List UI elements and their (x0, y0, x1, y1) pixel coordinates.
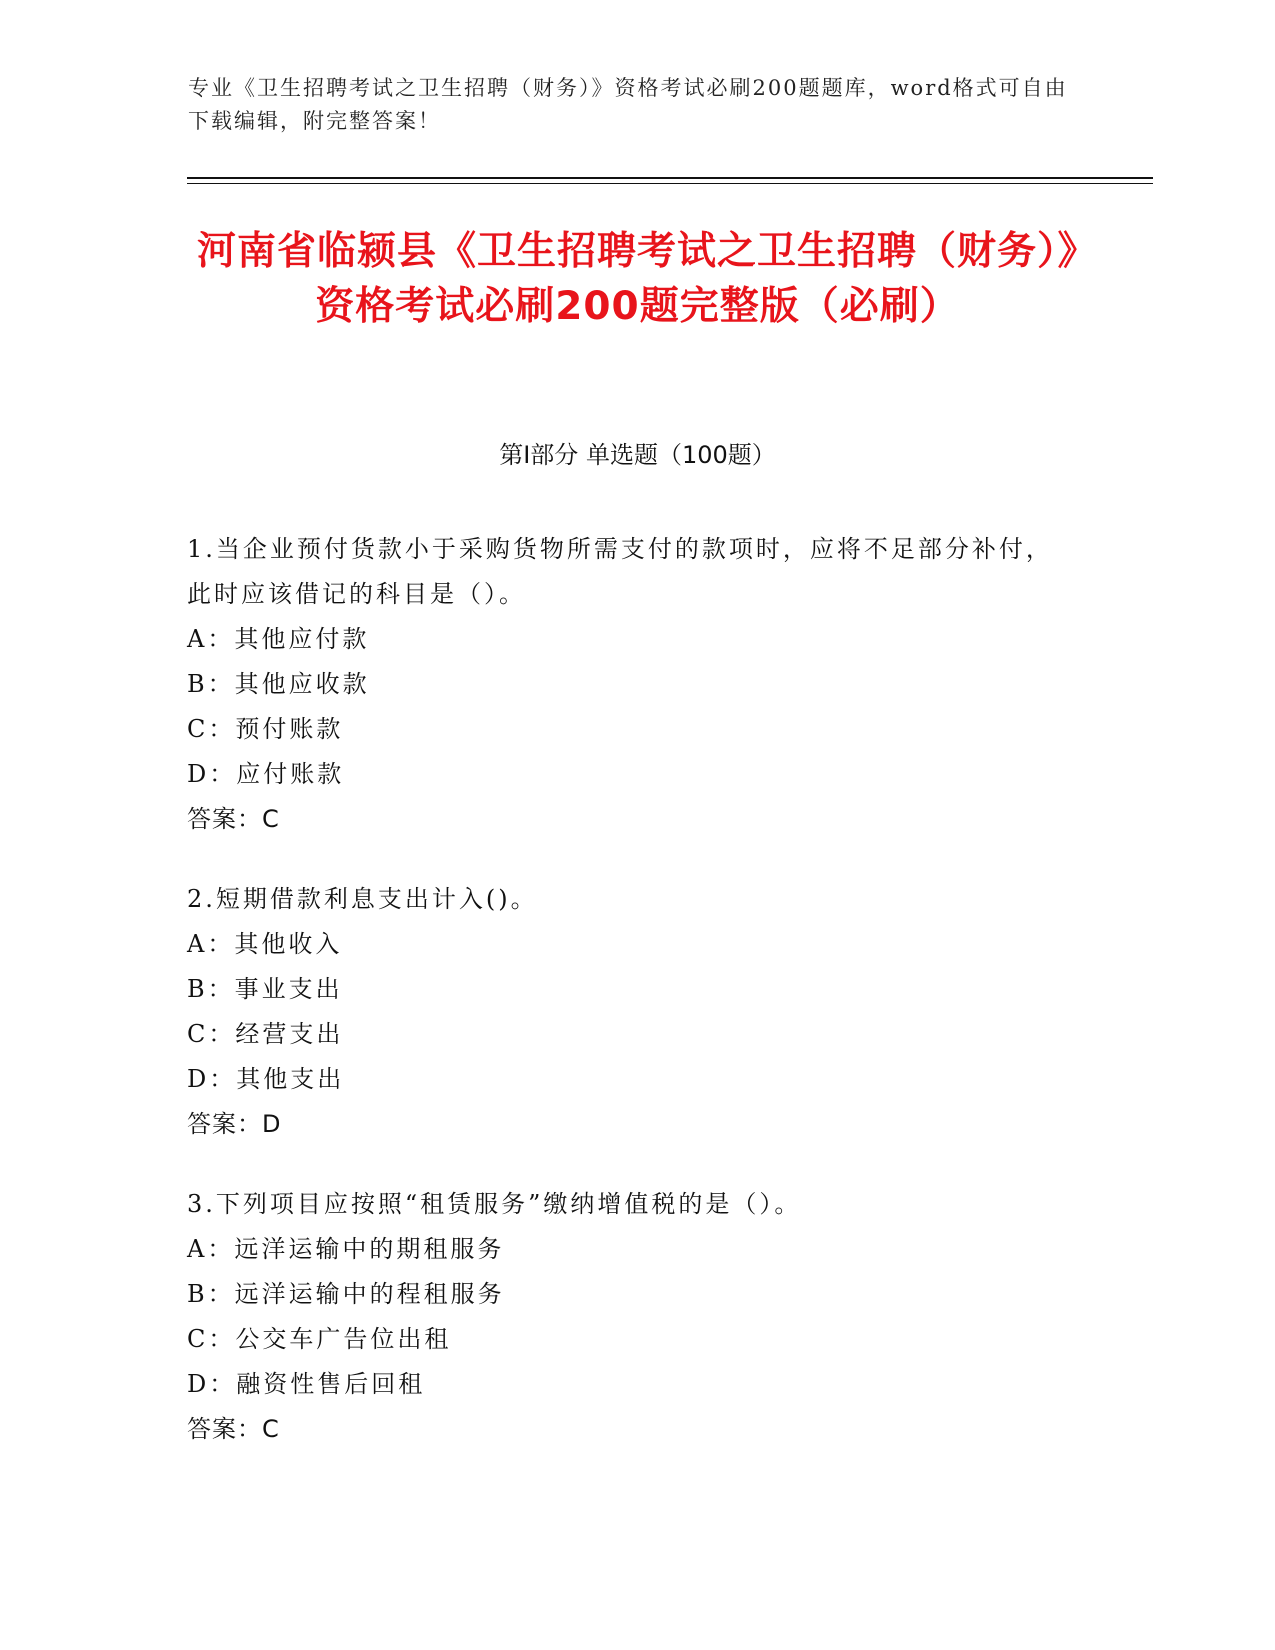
option-b: B：事业支出 (187, 975, 343, 1003)
option-b: B：远洋运输中的程租服务 (187, 1280, 505, 1308)
header-divider-thick (187, 177, 1153, 179)
option-d: D：融资性售后回租 (187, 1370, 426, 1398)
answer: 答案：D (187, 1110, 282, 1138)
question-list (187, 527, 1067, 1487)
question-2 (187, 877, 1067, 1147)
option-c: C：公交车广告位出租 (187, 1325, 452, 1353)
option-c: C：预付账款 (187, 715, 344, 743)
answer: 答案：C (187, 805, 280, 833)
option-c: C：经营支出 (187, 1020, 344, 1048)
question-3 (187, 1182, 1067, 1452)
header-note: 专业《卫生招聘考试之卫生招聘（财务）》资格考试必刷200题题库，word格式可自由下载编辑，附完整答案！ (188, 76, 1068, 133)
header-divider-thin (187, 183, 1153, 184)
option-b: B：其他应收款 (187, 670, 370, 698)
option-d: D：其他支出 (187, 1065, 345, 1093)
section-heading: 第Ⅰ部分 单选题（100题） (499, 441, 776, 469)
option-a: A：其他收入 (187, 930, 343, 958)
question-stem: 1.当企业预付货款小于采购货物所需支付的款项时，应将不足部分补付，此时应该借记的科目是（）。 (187, 535, 1053, 608)
option-d: D：应付账款 (187, 760, 345, 788)
question-stem: 3.下列项目应按照“租赁服务”缴纳增值税的是（）。 (187, 1190, 802, 1218)
document-title: 河南省临颍县《卫生招聘考试之卫生招聘（财务）》资格考试必刷200题完整版（必刷） (196, 229, 1078, 329)
option-a: A：其他应付款 (187, 625, 370, 653)
question-stem: 2.短期借款利息支出计入()。 (187, 885, 538, 913)
answer: 答案：C (187, 1415, 280, 1443)
option-a: A：远洋运输中的期租服务 (187, 1235, 505, 1263)
question-1 (187, 527, 1067, 842)
